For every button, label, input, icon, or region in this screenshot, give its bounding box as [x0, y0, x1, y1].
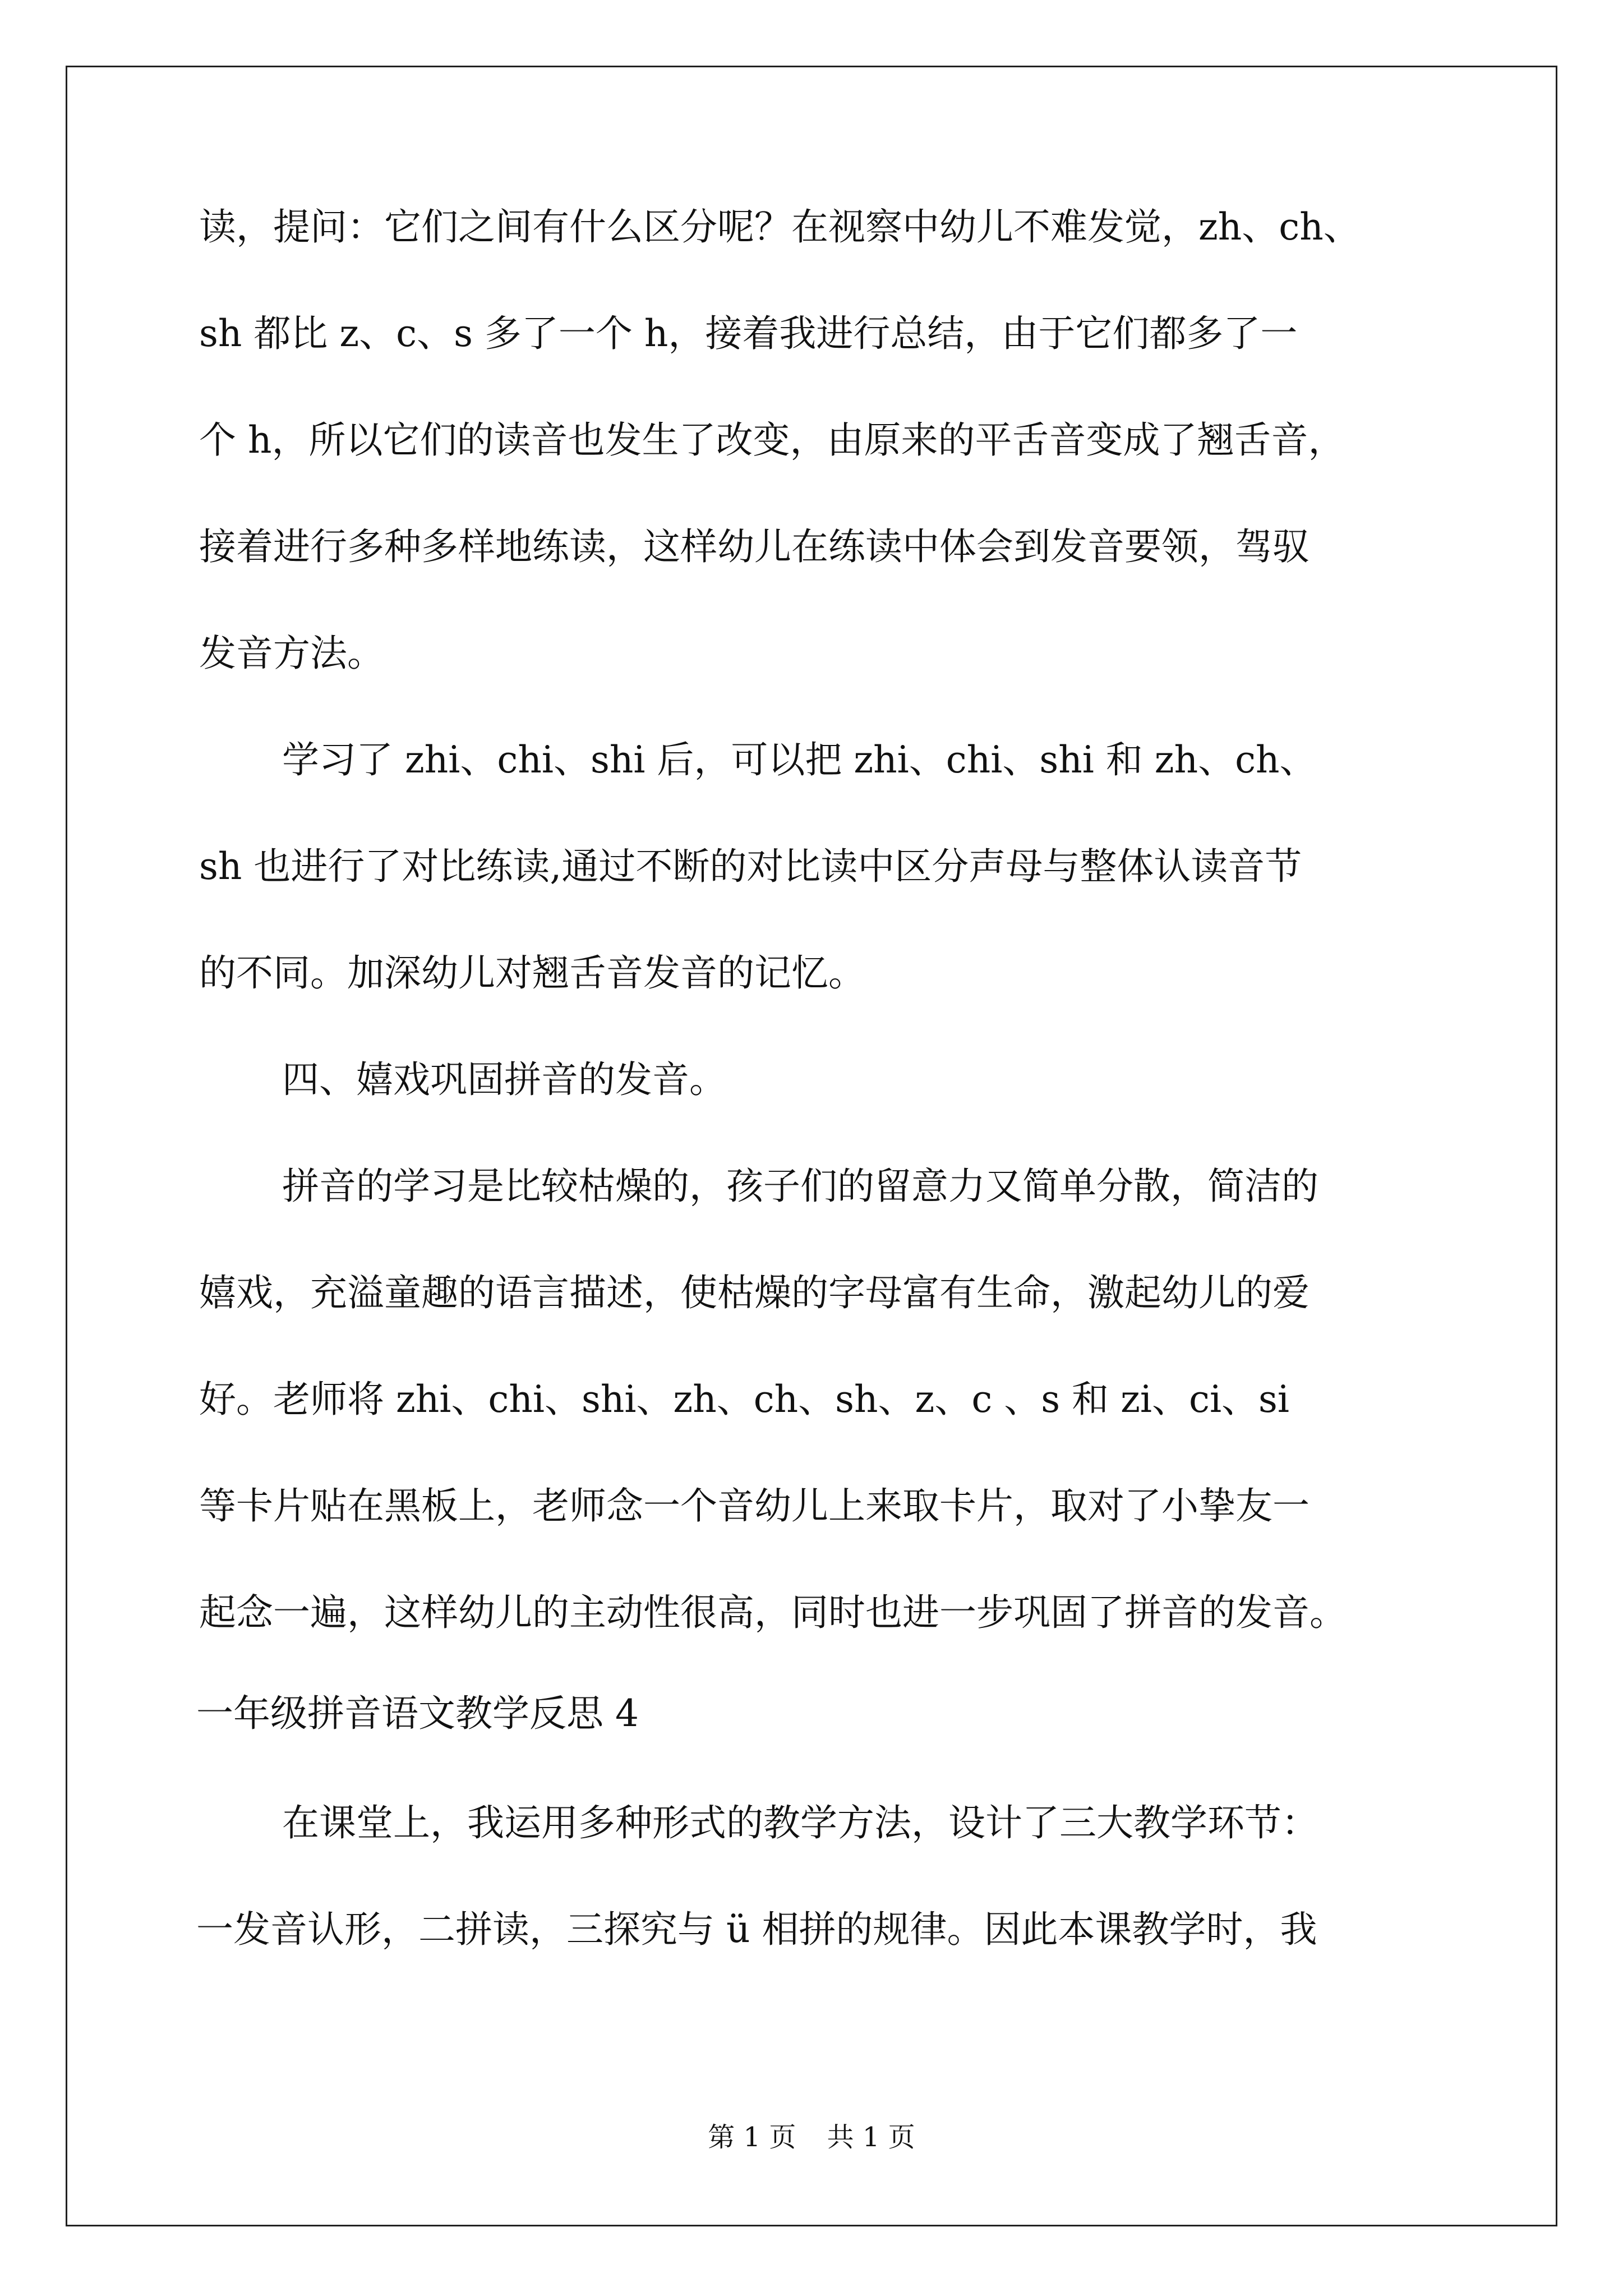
page-border: [66, 66, 1557, 2226]
paragraph-line: 发音方法。: [199, 632, 384, 675]
paragraph-line: 读，提问：它们之间有什么区分呢？在视察中幼儿不难发觉，zh、ch、: [199, 205, 1361, 249]
paragraph-line: 学习了 zhi、chi、shi 后，可以把 zhi、chi、shi 和 zh、ch、: [282, 738, 1317, 781]
paragraph-line: 接着进行多种多样地练读，这样幼儿在练读中体会到发音要领，驾驭: [199, 525, 1310, 568]
paragraph-line: sh 也进行了对比练读,通过不断的对比读中区分声母与整体认读音节: [199, 845, 1302, 888]
article-title: 一年级拼音语文教学反思 4: [196, 1692, 639, 1735]
paragraph-line: 拼音的学习是比较枯燥的，孩子们的留意力又简单分散，简洁的: [282, 1165, 1318, 1208]
paragraph-line: 一发音认形，二拼读，三探究与 ü 相拼的规律。因此本课教学时，我: [196, 1908, 1317, 1951]
page-number-current: 第 1 页: [708, 2122, 796, 2153]
paragraph-line: 等卡片贴在黑板上，老师念一个音幼儿上来取卡片，取对了小挚友一: [199, 1484, 1310, 1527]
paragraph-line: sh 都比 z、c、s 多了一个 h，接着我进行总结，由于它们都多了一: [199, 312, 1298, 355]
section-heading: 四、嬉戏巩固拼音的发音。: [282, 1058, 726, 1101]
paragraph-line: 个 h，所以它们的读音也发生了改变，由原来的平舌音变成了翘舌音，: [199, 418, 1345, 462]
page-footer: [0, 2120, 1623, 2154]
paragraph-line: 好。老师将 zhi、chi、shi、zh、ch、sh、z、c 、s 和 zi、ci、si: [199, 1378, 1290, 1421]
paragraph-line: 嬉戏，充溢童趣的语言描述，使枯燥的字母富有生命，激起幼儿的爱: [199, 1271, 1310, 1314]
page-number-total: 共 1 页: [827, 2122, 915, 2153]
paragraph-line: 的不同。加深幼儿对翘舌音发音的记忆。: [199, 951, 865, 995]
paragraph-line: 在课堂上，我运用多种形式的教学方法，设计了三大教学环节：: [282, 1801, 1318, 1844]
paragraph-line: 起念一遍，这样幼儿的主动性很高，同时也进一步巩固了拼音的发音。: [199, 1591, 1347, 1634]
